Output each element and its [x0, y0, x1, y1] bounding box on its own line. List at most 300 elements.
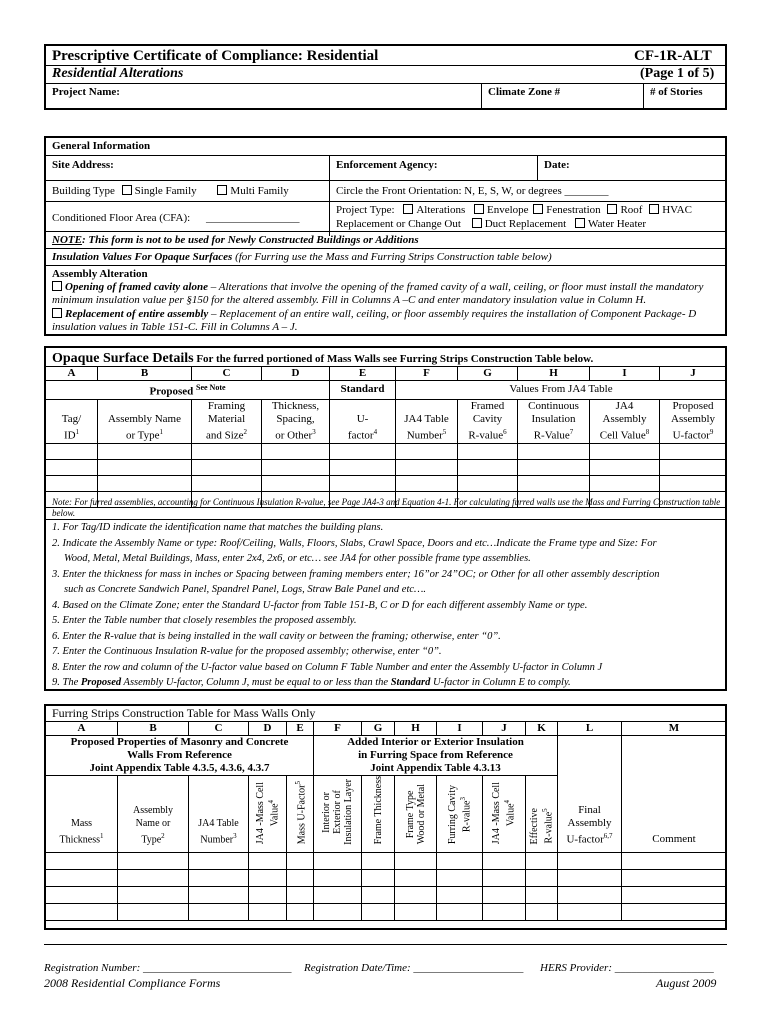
enforcement-agency-field[interactable]: Enforcement Agency:	[336, 159, 438, 171]
instruction-4: 4. Based on the Climate Zone; enter the Standard U-factor from Table 151-B, C or D for each different assembly Name or type.	[52, 599, 588, 611]
table-cell[interactable]	[314, 887, 362, 904]
frame-type-header	[395, 776, 437, 853]
footer-forms-title: 2008 Residential Compliance Forms	[44, 976, 221, 990]
assembly-type-header: Assembly Name or Type$^2$	[118, 776, 189, 853]
ja4a-sup: 8	[645, 428, 650, 436]
f-letter-b: B	[118, 722, 189, 736]
d-label-2: Value	[269, 803, 281, 827]
table-cell[interactable]	[395, 870, 437, 887]
table-cell[interactable]	[118, 904, 189, 921]
col-letter-e: E	[330, 367, 396, 381]
f-letter-e: E	[287, 722, 314, 736]
table-cell[interactable]	[396, 459, 458, 475]
table-row	[46, 459, 727, 475]
col-framed-header	[458, 399, 518, 443]
building-type-label: Building Type	[52, 185, 115, 197]
table-cell[interactable]	[189, 904, 249, 921]
f-letter-i: I	[437, 722, 483, 736]
furring-cavity-vert: Furring Cavity R-value$^3$	[446, 785, 473, 845]
table-cell[interactable]	[558, 904, 622, 921]
col-thickness-header	[262, 399, 330, 443]
table-cell[interactable]	[558, 870, 622, 887]
envelope-label: Envelope	[487, 204, 529, 216]
site-address-field[interactable]: Site Address:	[52, 159, 114, 171]
ja4-table-header: JA4 Table Number$^3$	[189, 776, 249, 853]
table-cell[interactable]	[362, 887, 395, 904]
table-cell[interactable]	[118, 870, 189, 887]
table-cell[interactable]	[262, 443, 330, 459]
k-label-1: Effective	[528, 807, 540, 845]
framed-label-3: R-value	[468, 429, 504, 442]
ja4a-label-3: Cell Value	[599, 429, 646, 442]
table-cell[interactable]	[526, 853, 558, 870]
framing-sup: 2	[243, 428, 248, 436]
table-cell[interactable]	[483, 853, 526, 870]
table-cell[interactable]	[395, 904, 437, 921]
table-cell[interactable]	[362, 870, 395, 887]
framing-label-3: and Size	[205, 429, 244, 442]
replacement-option	[52, 308, 724, 334]
note-label: NOTE	[52, 234, 82, 246]
table-cell[interactable]	[46, 887, 118, 904]
continuous-sup: 7	[569, 428, 574, 436]
table-cell[interactable]	[558, 887, 622, 904]
gi-line-2	[44, 180, 727, 181]
table-cell[interactable]	[395, 853, 437, 870]
single-family-label: Single Family	[134, 185, 197, 197]
table-cell[interactable]	[526, 887, 558, 904]
table-cell[interactable]	[362, 853, 395, 870]
table-cell[interactable]	[98, 443, 192, 459]
tag-label: Tag/	[61, 413, 82, 425]
table-cell[interactable]	[590, 459, 660, 475]
frame-thickness-header	[362, 776, 395, 853]
footer-date: August 2009	[656, 976, 717, 990]
form-title: Prescriptive Certificate of Compliance: Residential	[52, 48, 379, 64]
table-cell[interactable]	[262, 459, 330, 475]
f-label-2: Exterior of	[332, 789, 343, 834]
instruction-7: 7. Enter the Continuous Insulation R-value for the proposed assembly; otherwise, enter “0”.	[52, 646, 442, 657]
f-letter-c: C	[189, 722, 249, 736]
page-number: (Page 1 of 5)	[640, 66, 715, 81]
table-cell[interactable]	[46, 870, 118, 887]
opening-text: – Alterations that involve the opening of the framed cavity of a wall, ceiling, or floor must install the mandatory minimum insulation value per §150 for the altered assembly. Fill in Columns A –C and enter mandatory insulation value in Column H.	[52, 281, 704, 306]
f-letter-a: A	[46, 722, 118, 736]
f-label-3: Insulation Layer	[343, 778, 354, 845]
furred-assemblies-note: Note: For furred assemblies, accounting for Continuous Insulation R-value, see Page JA4-3 and Equation 4-1. For calculating furred walls use the Mass and Furring Construction table below.	[52, 497, 721, 518]
final-label-2: Assembly	[567, 816, 612, 829]
col-continuous-header	[518, 399, 590, 443]
final-label-3: U-factor	[566, 833, 604, 846]
opening-option	[52, 281, 724, 307]
prop-label-3: U-factor	[672, 429, 710, 442]
single-family-checkbox[interactable]	[122, 185, 132, 195]
assembly-sup: 1	[159, 428, 164, 436]
f-letter-m: M	[622, 722, 727, 736]
climate-zone-field[interactable]: Climate Zone #	[488, 86, 561, 98]
new-construction-note	[52, 234, 419, 247]
table-cell[interactable]	[249, 887, 287, 904]
added-insulation-header	[314, 736, 558, 776]
table-cell[interactable]	[526, 870, 558, 887]
table-cell[interactable]	[458, 459, 518, 475]
f-letter-f: F	[314, 722, 362, 736]
values-from-header: Values From JA4 Table	[396, 381, 727, 400]
framing-label-1: Framing	[207, 400, 246, 412]
fenestration-label: Fenestration	[546, 204, 601, 216]
col-ja4-header	[396, 399, 458, 443]
table-cell[interactable]	[189, 870, 249, 887]
assembly-label-2: or Type	[125, 429, 160, 442]
alterations-label: Alterations	[416, 204, 466, 216]
table-cell[interactable]	[590, 443, 660, 459]
h-label-1: Frame Type	[404, 790, 416, 839]
f-label-1: Interior or	[321, 791, 332, 832]
table-cell[interactable]	[660, 475, 727, 491]
mass-thickness-header: Mass Thickness$^1$	[46, 776, 118, 853]
framing-label-2: Material	[207, 413, 246, 425]
table-cell[interactable]	[660, 459, 727, 475]
roof-checkbox[interactable]	[607, 204, 617, 214]
left-head-3: Joint Appendix Table 4.3.5, 4.3.6, 4.3.7	[89, 762, 270, 774]
assembly-label-1: Assembly Name	[107, 413, 181, 425]
table-cell[interactable]	[483, 904, 526, 921]
table-cell[interactable]	[46, 853, 118, 870]
col-letter-d: D	[262, 367, 330, 381]
frame-thickness-vert: Frame Thickness	[372, 776, 384, 845]
table-cell[interactable]	[395, 887, 437, 904]
ja4-mass-cell-vert: JA4 -Mass Cell Value$^4$	[491, 782, 517, 845]
ufactor-sup: 4	[373, 428, 378, 436]
furring-table	[45, 721, 727, 921]
masonry-properties-header	[46, 736, 314, 776]
instruction-9	[52, 675, 722, 691]
table-cell[interactable]	[483, 887, 526, 904]
replacement-row	[336, 218, 646, 231]
f-letter-k: K	[526, 722, 558, 736]
instruction-1: 1. For Tag/ID indicate the identification name that matches the building plans.	[52, 522, 384, 533]
table-cell[interactable]	[437, 887, 483, 904]
table-cell[interactable]	[46, 459, 98, 475]
table-cell[interactable]	[192, 475, 262, 491]
final-label-1: Final	[578, 803, 601, 816]
instr9-c: Assembly U-factor, Column J, must be equal to or less than the	[121, 677, 391, 688]
table-cell[interactable]	[249, 904, 287, 921]
roof-label: Roof	[620, 204, 643, 216]
table-cell[interactable]	[118, 887, 189, 904]
mass-label-2: Thickness	[59, 834, 101, 846]
ja4-mass-cell-header	[483, 776, 526, 853]
hvac-label: HVAC	[662, 204, 692, 216]
general-info-heading: General Information	[52, 140, 151, 152]
f-letter-h: H	[395, 722, 437, 736]
ufactor-label-1: U-	[356, 413, 369, 425]
col-letter-g: G	[458, 367, 518, 381]
left-head-1: Proposed Properties of Masonry and Concrete	[70, 736, 289, 748]
gi-line-4	[44, 231, 727, 232]
j-label-1: JA4 -Mass Cell	[491, 782, 503, 845]
continuous-label-1: Continuous	[528, 400, 579, 412]
see-note-label: See Note	[196, 383, 226, 392]
tag-sup: 1	[75, 428, 80, 436]
ja4t-label-2: Number	[200, 834, 234, 846]
table-cell[interactable]	[262, 475, 330, 491]
table-cell[interactable]	[362, 904, 395, 921]
multi-family-label: Multi Family	[230, 185, 289, 197]
f-letter-l: L	[558, 722, 622, 736]
table-cell[interactable]	[558, 853, 622, 870]
table-cell[interactable]	[396, 475, 458, 491]
table-cell[interactable]	[192, 443, 262, 459]
header-vdiv-1	[481, 83, 482, 110]
ja4-sup: 5	[442, 428, 447, 436]
col-proposed-header	[660, 399, 727, 443]
proposed-label: Proposed	[149, 385, 194, 398]
mass-ufactor-header	[287, 776, 314, 853]
instructions-list	[52, 520, 722, 691]
right-head-2: in Furring Space from Reference	[358, 749, 513, 761]
left-head-2: Walls From Reference	[127, 749, 232, 761]
stories-field[interactable]: # of Stories	[650, 86, 703, 98]
table-cell[interactable]	[590, 475, 660, 491]
col-ufactor-header	[330, 399, 396, 443]
table-cell[interactable]	[46, 443, 98, 459]
gi-line-3	[44, 201, 727, 202]
instr9-d: Standard	[390, 677, 431, 688]
thickness-label-2: Spacing,	[276, 413, 315, 425]
table-cell[interactable]	[287, 853, 314, 870]
table-cell[interactable]	[314, 870, 362, 887]
gi-vline-1	[329, 155, 330, 236]
table-row	[46, 870, 727, 887]
effective-rvalue-vert: Effective R-value$^5$	[528, 807, 555, 845]
table-cell[interactable]	[518, 459, 590, 475]
table-cell[interactable]	[437, 853, 483, 870]
table-cell[interactable]	[249, 870, 287, 887]
project-type-row	[336, 204, 692, 217]
table-row	[46, 887, 727, 904]
gi-vline-2	[537, 155, 538, 181]
table-cell[interactable]	[287, 904, 314, 921]
continuous-label-3: R-Value	[533, 429, 570, 442]
project-type-label: Project Type:	[336, 204, 395, 216]
right-head-3: Joint Appendix Table 4.3.13	[370, 762, 501, 774]
framed-label-2: Cavity	[472, 413, 503, 425]
assembly-alteration-heading: Assembly Alteration	[52, 268, 148, 280]
col-tag-header	[46, 399, 98, 443]
table-row	[46, 853, 727, 870]
header-vdiv-2	[643, 83, 644, 110]
f-letter-d: D	[249, 722, 287, 736]
framed-label-1: Framed	[470, 400, 505, 412]
ja4a-label-1: JA4	[615, 400, 634, 412]
table-cell[interactable]	[98, 475, 192, 491]
opaque-surface-table	[45, 366, 727, 508]
table-cell[interactable]	[118, 853, 189, 870]
i-label-1: Furring Cavity	[446, 785, 458, 845]
duct-checkbox[interactable]	[472, 218, 482, 228]
thickness-sup: 3	[312, 428, 316, 436]
form-subtitle: Residential Alterations	[52, 66, 184, 81]
table-cell[interactable]	[330, 459, 396, 475]
table-cell[interactable]	[437, 870, 483, 887]
furring-title: Furring Strips Construction Table for Mass Walls Only	[52, 706, 316, 720]
continuous-label-2: Insulation	[531, 413, 576, 425]
instruction-3b: such as Concrete Sandwich Panel, Spandrel Panel, Logs, Straw Bale Panel and etc….	[64, 584, 427, 595]
instruction-2b: Wood, Metal, Metal Buildings, Mass, enter 2x4, 2x6, or etc… see JA4 for other possible frame type assemblies.	[64, 553, 531, 564]
table-cell[interactable]	[396, 443, 458, 459]
instr9-e: U-factor in Column E to comply.	[430, 677, 571, 688]
f-letter-g: G	[362, 722, 395, 736]
standard-header: Standard	[330, 381, 396, 400]
replacement-bold: Replacement of entire assembly	[65, 308, 209, 320]
insulation-bold: Insulation Values For Opaque Surfaces	[52, 251, 233, 263]
table-cell[interactable]	[314, 904, 362, 921]
registration-date-field[interactable]: Registration Date/Time: ____________________	[304, 962, 524, 974]
table-cell[interactable]	[660, 443, 727, 459]
j-label-2: Value	[505, 803, 517, 827]
registration-number-field[interactable]: Registration Number: ___________________________	[44, 962, 292, 974]
table-cell[interactable]	[98, 459, 192, 475]
col-letter-i: I	[590, 367, 660, 381]
note-text: : This form is not to be used for Newly Constructed Buildings or Additions	[81, 234, 419, 246]
mass-cell-value-header	[249, 776, 287, 853]
cfa-input[interactable]: _________________	[206, 212, 300, 224]
table-cell[interactable]	[249, 853, 287, 870]
table-cell[interactable]	[192, 459, 262, 475]
gi-line-5	[44, 248, 727, 249]
framed-sup: 6	[503, 428, 507, 436]
ja4a-label-2: Assembly	[602, 413, 647, 425]
instruction-6: 6. Enter the R-value that is being installed in the wall cavity or between the framing; otherwise, enter “0”.	[52, 630, 501, 642]
table-cell[interactable]	[330, 475, 396, 491]
insulation-layer-header	[314, 776, 362, 853]
table-row	[46, 475, 727, 491]
col-letter-a: A	[46, 367, 98, 381]
form-code: CF-1R-ALT	[634, 48, 712, 64]
instruction-2: 2. Indicate the Assembly Name or type: Roof/Ceiling, Walls, Floors, Slabs, Crawl Space, Doors and etc…Indicate the Frame type and Size: For	[52, 537, 657, 549]
table-cell[interactable]	[518, 475, 590, 491]
asm-label-1: Assembly	[133, 805, 173, 817]
table-cell[interactable]	[622, 870, 727, 887]
gi-line-1	[44, 155, 727, 156]
table-row	[46, 443, 727, 459]
alterations-checkbox[interactable]	[403, 204, 413, 214]
opening-checkbox[interactable]	[52, 281, 62, 291]
table-cell[interactable]	[458, 443, 518, 459]
cfa-label: Conditioned Floor Area (CFA):	[52, 212, 191, 224]
effective-rvalue-header	[526, 776, 558, 853]
ja4t-label-1: JA4 Table	[198, 818, 239, 830]
asm-label-3: Type	[141, 834, 162, 846]
replacement-label: Replacement or Change Out	[336, 218, 461, 230]
instruction-5: 5. Enter the Table number that closely resembles the proposed assembly.	[52, 615, 357, 626]
col-letter-h: H	[518, 367, 590, 381]
table-cell[interactable]	[518, 443, 590, 459]
table-cell[interactable]	[287, 887, 314, 904]
multi-family-checkbox[interactable]	[217, 185, 227, 195]
insulation-layer-vert	[321, 779, 354, 845]
h-label-2: Wood or Metal	[415, 784, 427, 845]
table-cell[interactable]	[46, 904, 118, 921]
building-type-row	[52, 185, 289, 198]
table-cell[interactable]	[287, 870, 314, 887]
project-name-field[interactable]: Project Name:	[52, 86, 120, 98]
opaque-surface-title	[52, 349, 593, 367]
d-label-1: JA4 -Mass Cell	[254, 782, 266, 845]
hvac-checkbox[interactable]	[649, 204, 659, 214]
table-cell[interactable]	[189, 853, 249, 870]
furring-cavity-header	[437, 776, 483, 853]
col-framing-header	[192, 399, 262, 443]
i-label-2: R-value	[461, 800, 473, 833]
e-label: Mass U-Factor	[296, 784, 308, 845]
water-heater-checkbox[interactable]	[575, 218, 585, 228]
table-cell[interactable]	[314, 853, 362, 870]
prop-label-1: Proposed	[672, 400, 714, 412]
col-assembly-header	[98, 399, 192, 443]
col-letter-j: J	[660, 367, 727, 381]
final-ufactor-header: Final Assembly U-factor$^{6,7}$	[558, 736, 622, 853]
table-cell[interactable]	[458, 475, 518, 491]
asm-label-2: Name or	[135, 818, 171, 830]
opaque-title-rest: For the furred portioned of Mass Walls see Furring Strips Construction Table below.	[193, 353, 594, 365]
table-cell[interactable]	[46, 475, 98, 491]
table-row	[46, 904, 727, 921]
table-cell[interactable]	[330, 443, 396, 459]
col-letter-c: C	[192, 367, 262, 381]
header-divider-2	[44, 83, 727, 84]
replacement-text: – Replacement of an entire wall, ceiling, or floor assembly requires the installation of Component Package- D insulation values in Table 151-C. Fill in Columns A – J.	[52, 308, 697, 333]
fenestration-checkbox[interactable]	[533, 204, 543, 214]
orientation-field[interactable]: Circle the Front Orientation: N, E, S, W, or degrees ________	[336, 185, 609, 197]
proposed-group-header	[46, 381, 330, 400]
thickness-label-1: Thickness,	[271, 400, 320, 412]
instruction-3: 3. Enter the thickness for mass in inches or Spacing between framing members enter; 16”or 24”OC; or Other for all other assembly description	[52, 568, 660, 580]
instr9-b: Proposed	[80, 677, 122, 688]
ja4-label-1: JA4 Table	[404, 413, 449, 425]
envelope-checkbox[interactable]	[474, 204, 484, 214]
table-cell[interactable]	[437, 904, 483, 921]
footer-rule	[44, 944, 727, 945]
mass-ufactor-vert: Mass U-Factor$^5$	[293, 781, 308, 845]
comment-header: Comment	[622, 736, 727, 853]
instr9-a: 9. The	[52, 677, 81, 688]
water-heater-label: Water Heater	[588, 218, 647, 230]
table-cell[interactable]	[483, 870, 526, 887]
ja4-label-2: Number	[406, 429, 443, 442]
opaque-title-main: Opaque Surface Details	[52, 351, 194, 366]
table-cell[interactable]	[622, 887, 727, 904]
table-cell[interactable]	[526, 904, 558, 921]
right-head-1: Added Interior or Exterior Insulation	[347, 736, 524, 748]
prop-label-2: Assembly	[671, 413, 715, 425]
opening-bold: Opening of framed cavity alone	[65, 281, 208, 293]
gi-line-6	[44, 265, 727, 266]
insulation-values-heading	[52, 251, 552, 264]
table-cell[interactable]	[622, 904, 727, 921]
replacement-entire-checkbox[interactable]	[52, 308, 62, 318]
col-ja4-assembly-header	[590, 399, 660, 443]
table-cell[interactable]	[622, 853, 727, 870]
col-letter-b: B	[98, 367, 192, 381]
hers-provider-field[interactable]: HERS Provider: __________________	[540, 962, 714, 974]
table-cell[interactable]	[189, 887, 249, 904]
frame-type-vert	[405, 784, 427, 844]
mass-cell-vert: JA4 -Mass Cell Value$^4$	[254, 782, 281, 845]
date-field[interactable]: Date:	[544, 159, 570, 171]
ufactor-label-2: factor	[347, 429, 374, 442]
